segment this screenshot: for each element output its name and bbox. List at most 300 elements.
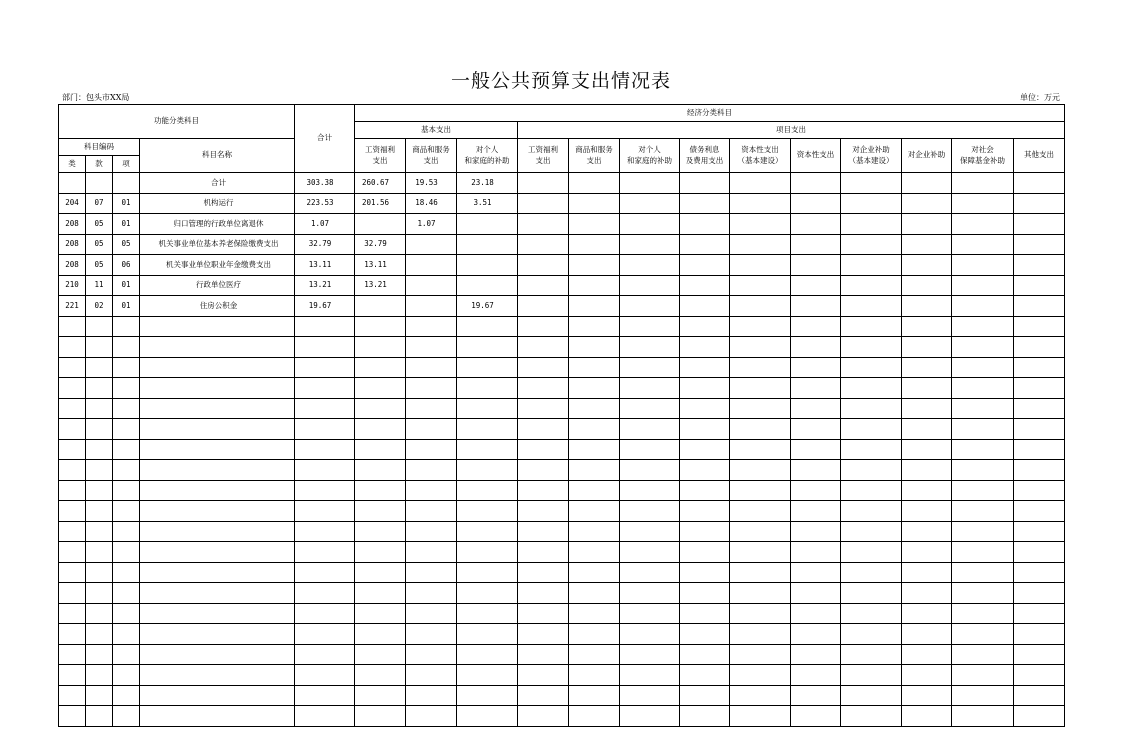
xiang-cell [113,603,140,624]
project-cell [791,501,841,522]
project-cell [902,521,952,542]
project-cell [620,460,680,481]
project-cell [680,214,730,235]
table-row [59,501,1065,522]
project-cell [730,603,791,624]
project-cell [902,378,952,399]
project-cell [620,685,680,706]
project-cell [680,644,730,665]
project-cell [680,316,730,337]
table-row [59,480,1065,501]
project-cell [620,644,680,665]
basic-salary-cell [355,624,406,645]
project-cell [620,316,680,337]
total-cell [295,501,355,522]
project-cell [518,644,569,665]
project-cell [569,275,620,296]
project-cell [902,275,952,296]
basic-goods-cell [406,562,457,583]
xiang-cell [113,419,140,440]
project-cell [841,439,902,460]
basic-salary-cell: 13.21 [355,275,406,296]
project-cell [952,275,1014,296]
project-cell [620,296,680,317]
project-cell [902,583,952,604]
project-cell [680,296,730,317]
project-cell [518,234,569,255]
project-cell [841,214,902,235]
xiang-cell [113,480,140,501]
basic-individual-cell [457,214,518,235]
basic-salary-cell [355,542,406,563]
project-cell [730,419,791,440]
lei-cell [59,316,86,337]
basic-salary-cell [355,316,406,337]
project-cell [620,255,680,276]
basic-individual-cell [457,398,518,419]
project-cell [791,706,841,727]
table-row [59,234,1065,255]
project-cell [1014,501,1065,522]
project-cell [569,173,620,194]
project-cell [620,193,680,214]
basic-goods-cell [406,583,457,604]
project-cell [952,234,1014,255]
lei-cell: 210 [59,275,86,296]
kuan-cell [86,173,113,194]
basic-goods-cell [406,644,457,665]
project-cell [569,542,620,563]
project-cell [730,583,791,604]
name-header: 科目名称 [140,139,295,173]
basic-goods-cell [406,603,457,624]
project-cell [730,357,791,378]
lei-cell [59,603,86,624]
project-cell [1014,460,1065,481]
project-cell [841,173,902,194]
table-row [59,439,1065,460]
project-cell [569,378,620,399]
basic-expense-header: 基本支出 [355,122,518,139]
basic-goods-header: 商品和服务 支出 [406,139,457,173]
project-cell [569,398,620,419]
project-cell [518,603,569,624]
table-row [59,193,1065,214]
basic-salary-cell [355,706,406,727]
project-cell [518,706,569,727]
project-cell [952,378,1014,399]
project-cell [1014,583,1065,604]
total-cell [295,542,355,563]
basic-salary-cell [355,583,406,604]
basic-individual-cell [457,706,518,727]
name-cell [140,378,295,399]
project-cell [730,193,791,214]
project-cell [569,357,620,378]
basic-salary-cell [355,378,406,399]
project-cell [1014,214,1065,235]
project-cell [952,296,1014,317]
project-cell [518,173,569,194]
project-cell [620,583,680,604]
basic-individual-cell [457,480,518,501]
table-row [59,378,1065,399]
project-cell [841,337,902,358]
xiang-cell [113,583,140,604]
table-row [59,255,1065,276]
project-cell [841,275,902,296]
name-cell: 机构运行 [140,193,295,214]
project-debt-header: 债务利息 及费用支出 [680,139,730,173]
project-cell [680,665,730,686]
name-cell: 归口管理的行政单位离退休 [140,214,295,235]
project-cell [791,624,841,645]
name-cell [140,357,295,378]
xiang-cell [113,706,140,727]
project-cell [518,337,569,358]
basic-individual-cell [457,337,518,358]
lei-cell [59,480,86,501]
project-cell [569,562,620,583]
project-cell [791,460,841,481]
table-row [59,644,1065,665]
basic-salary-cell [355,419,406,440]
basic-individual-cell [457,275,518,296]
project-cell [1014,624,1065,645]
project-goods-header: 商品和服务 支出 [569,139,620,173]
table-row [59,419,1065,440]
project-cell [952,398,1014,419]
econ-class-header: 经济分类科目 [355,105,1065,122]
kuan-cell [86,603,113,624]
kuan-cell [86,480,113,501]
total-cell [295,480,355,501]
total-cell [295,439,355,460]
total-cell [295,357,355,378]
kuan-cell [86,337,113,358]
project-cell [730,173,791,194]
name-cell [140,480,295,501]
project-cell [730,275,791,296]
basic-individual-cell [457,644,518,665]
expenditure-table [58,104,1065,727]
project-cell [902,501,952,522]
project-cell [730,480,791,501]
project-cell [841,706,902,727]
project-cell [730,255,791,276]
project-cell [902,234,952,255]
project-cell [518,357,569,378]
basic-salary-cell [355,357,406,378]
xiang-cell [113,398,140,419]
project-cell [952,521,1014,542]
project-individual-header: 对个人 和家庭的补助 [620,139,680,173]
kuan-cell: 11 [86,275,113,296]
project-cell [841,603,902,624]
basic-individual-cell [457,583,518,604]
table-row [59,521,1065,542]
name-cell [140,583,295,604]
project-cell [680,685,730,706]
project-cell [569,685,620,706]
project-cell [952,255,1014,276]
total-cell [295,706,355,727]
project-cell [680,439,730,460]
total-cell: 13.11 [295,255,355,276]
basic-individual-cell [457,255,518,276]
lei-cell [59,460,86,481]
lei-cell: 221 [59,296,86,317]
lei-cell: 208 [59,255,86,276]
project-cell [730,234,791,255]
project-cell [518,214,569,235]
basic-individual-cell: 23.18 [457,173,518,194]
project-cell [902,644,952,665]
basic-salary-cell [355,480,406,501]
total-header: 合计 [295,105,355,173]
project-cell [791,644,841,665]
project-cell [569,337,620,358]
basic-individual-cell [457,665,518,686]
kuan-cell [86,644,113,665]
project-cell [1014,316,1065,337]
xiang-cell [113,665,140,686]
kuan-cell [86,706,113,727]
project-cell [1014,562,1065,583]
total-cell [295,460,355,481]
lei-cell [59,439,86,460]
table-row [59,460,1065,481]
project-cell [620,624,680,645]
xiang-cell: 01 [113,214,140,235]
basic-goods-cell: 19.53 [406,173,457,194]
basic-goods-cell [406,480,457,501]
total-cell [295,603,355,624]
basic-individual-cell [457,542,518,563]
project-cell [952,460,1014,481]
name-cell [140,316,295,337]
project-cell [791,603,841,624]
code-header: 科目编码 [59,139,140,156]
project-cell [952,173,1014,194]
page-title: 一般公共预算支出情况表 [450,70,671,92]
project-cell [1014,665,1065,686]
basic-individual-cell [457,501,518,522]
project-cell [841,398,902,419]
project-cell [518,501,569,522]
total-cell [295,685,355,706]
basic-individual-cell [457,562,518,583]
project-cell [680,419,730,440]
basic-goods-cell [406,439,457,460]
total-cell [295,665,355,686]
project-cell [902,173,952,194]
basic-goods-cell [406,521,457,542]
kuan-cell: 07 [86,193,113,214]
lei-cell [59,337,86,358]
project-cell [791,665,841,686]
project-cell [902,255,952,276]
xiang-cell [113,460,140,481]
project-cell [730,398,791,419]
project-cell [569,255,620,276]
project-cell [620,173,680,194]
xiang-cell: 01 [113,296,140,317]
project-expense-header: 项目支出 [518,122,1065,139]
table-row [59,603,1065,624]
project-cell [620,480,680,501]
total-cell: 223.53 [295,193,355,214]
project-cell [791,521,841,542]
project-cell [952,419,1014,440]
basic-goods-cell [406,624,457,645]
basic-salary-cell [355,439,406,460]
lei-cell [59,562,86,583]
basic-salary-cell [355,501,406,522]
project-cell [680,255,730,276]
table-row [59,214,1065,235]
name-cell [140,562,295,583]
basic-goods-cell [406,542,457,563]
project-cell [620,337,680,358]
total-cell [295,521,355,542]
project-cell [518,316,569,337]
project-cell [952,501,1014,522]
project-cell [518,685,569,706]
table-row [59,542,1065,563]
project-cell [680,234,730,255]
project-cell [620,234,680,255]
name-cell [140,439,295,460]
project-cell [569,439,620,460]
project-cell [1014,255,1065,276]
project-cell [841,542,902,563]
xiang-cell [113,562,140,583]
project-cell [902,296,952,317]
basic-goods-cell [406,419,457,440]
lei-cell [59,665,86,686]
basic-salary-header: 工资福利 支出 [355,139,406,173]
basic-goods-cell [406,685,457,706]
project-cell [902,665,952,686]
total-cell [295,398,355,419]
table-row [59,665,1065,686]
xiang-cell [113,316,140,337]
basic-goods-cell [406,357,457,378]
lei-cell: 204 [59,193,86,214]
project-cell [680,706,730,727]
xiang-cell [113,501,140,522]
kuan-cell [86,439,113,460]
project-cell [791,173,841,194]
basic-individual-cell [457,378,518,399]
project-cell [518,562,569,583]
project-cell [791,296,841,317]
basic-individual-cell: 3.51 [457,193,518,214]
project-cell [730,685,791,706]
project-cell [730,624,791,645]
name-cell [140,419,295,440]
project-cell [902,706,952,727]
project-cell [569,624,620,645]
total-cell [295,316,355,337]
basic-individual-cell [457,624,518,645]
project-cell [841,357,902,378]
basic-individual-cell [457,357,518,378]
kuan-cell [86,665,113,686]
project-cell [569,644,620,665]
basic-salary-cell [355,603,406,624]
kuan-cell [86,398,113,419]
project-cell [952,644,1014,665]
project-cell [902,398,952,419]
kuan-cell [86,419,113,440]
xiang-cell [113,378,140,399]
project-cell [680,337,730,358]
lei-cell [59,624,86,645]
project-cell [518,378,569,399]
project-cell [791,480,841,501]
basic-goods-cell [406,296,457,317]
project-cell [680,542,730,563]
project-cell [1014,378,1065,399]
project-cell [620,706,680,727]
project-cell [680,562,730,583]
lei-cell [59,378,86,399]
basic-goods-cell [406,275,457,296]
project-cell [952,214,1014,235]
project-cell [952,542,1014,563]
lei-cell [59,583,86,604]
project-cell [841,644,902,665]
lei-cell [59,501,86,522]
name-cell: 机关事业单位职业年金缴费支出 [140,255,295,276]
project-cell [841,419,902,440]
name-cell [140,542,295,563]
basic-salary-cell: 260.67 [355,173,406,194]
project-cell [902,480,952,501]
lei-cell [59,521,86,542]
func-class-header: 功能分类科目 [59,105,295,139]
xiang-cell [113,685,140,706]
project-cell [841,521,902,542]
project-cell [730,296,791,317]
project-cell [569,521,620,542]
basic-salary-cell [355,460,406,481]
project-cell [518,193,569,214]
basic-salary-cell: 32.79 [355,234,406,255]
project-cell [680,480,730,501]
project-cell [791,255,841,276]
xiang-cell: 05 [113,234,140,255]
project-cell [680,275,730,296]
total-cell [295,562,355,583]
project-cell [518,624,569,645]
project-cell [569,480,620,501]
project-cell [518,583,569,604]
xiang-cell [113,624,140,645]
lei-cell: 208 [59,214,86,235]
total-cell [295,419,355,440]
project-cell [902,439,952,460]
xiang-cell [113,173,140,194]
project-cell [620,501,680,522]
project-cell [518,460,569,481]
project-cell [791,419,841,440]
project-cell [1014,234,1065,255]
basic-salary-cell [355,665,406,686]
name-cell [140,521,295,542]
